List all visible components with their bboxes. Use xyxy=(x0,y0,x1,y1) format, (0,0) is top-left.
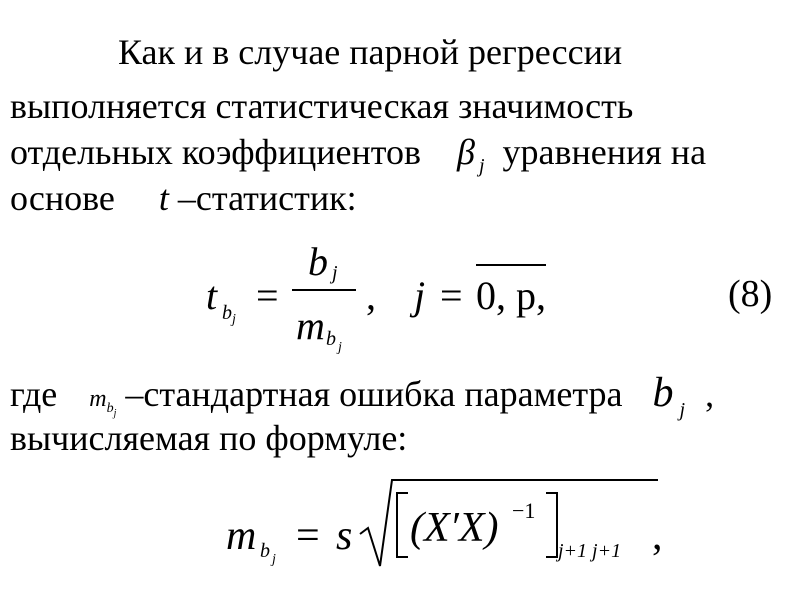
formula8-numerator-sub: j xyxy=(332,262,338,284)
formula-s: s xyxy=(336,513,353,559)
formula8-fraction-bar xyxy=(292,289,356,291)
m-symbol: $m_{bj}$ xyxy=(89,386,117,419)
formula8-numerator-b: b xyxy=(308,239,328,284)
intro-line-3-end: уравнения на xyxy=(502,132,707,172)
formula8-denominator-m: m xyxy=(296,303,325,348)
formula-equals: = xyxy=(296,513,320,559)
formula8-j: j xyxy=(414,273,426,318)
where-description: –стандартная ошибка параметра xyxy=(125,374,623,414)
where-line xyxy=(10,370,715,421)
where-word: где xyxy=(10,374,58,414)
intro-line-4 xyxy=(10,180,357,216)
formula-index: j+1 j+1 xyxy=(558,540,622,562)
formula8-equals-2: = xyxy=(440,273,463,318)
intro-line-4-start: основе xyxy=(10,178,115,218)
formula8-equals: = xyxy=(256,273,279,318)
where-comma: , xyxy=(705,374,715,414)
intro-line-4-end: –статистик: xyxy=(177,178,357,218)
left-bracket xyxy=(396,492,408,558)
formula8-range: 0, p, xyxy=(476,273,546,318)
formula8-t-sub-b: b xyxy=(222,302,232,324)
computed-line: вычисляемая по формуле: xyxy=(10,418,408,458)
b-symbol: b $_j$ xyxy=(652,370,686,421)
t-symbol: t xyxy=(158,178,169,218)
beta-symbol: β $_j$ xyxy=(457,132,485,177)
formula8-denominator-sub-b: b xyxy=(326,328,336,350)
formula-m-sub-j: j xyxy=(272,552,276,567)
beta-subscript: j xyxy=(478,155,485,177)
formula8-denominator-sub-j: j xyxy=(338,340,342,355)
intro-line-2: выполняется статистическая значимость xyxy=(10,86,634,126)
formula8-comma: , xyxy=(366,273,376,318)
formula8-number: (8) xyxy=(728,273,773,315)
right-bracket xyxy=(546,492,558,558)
formula-m: m xyxy=(226,513,257,559)
formula8-t: t xyxy=(206,273,218,318)
formula-matrix-product: (X′X) xyxy=(410,505,499,551)
intro-line-3-start: отдельных коэффициентов xyxy=(10,132,421,172)
formula-comma: , xyxy=(652,513,663,559)
intro-line-3 xyxy=(10,132,707,177)
intro-line-1: Как и в случае парной регрессии xyxy=(118,32,623,72)
formula-exponent: −1 xyxy=(512,498,536,523)
formula8-t-sub-j: j xyxy=(232,312,236,327)
formula8-range-overline xyxy=(476,264,546,266)
formula-m-sub-b: b xyxy=(260,540,270,562)
